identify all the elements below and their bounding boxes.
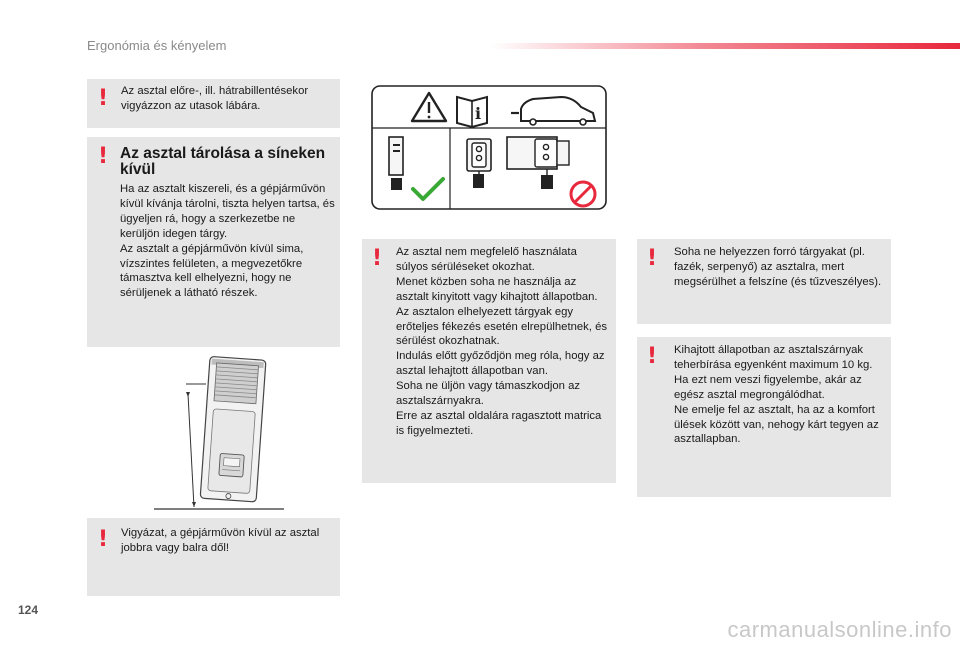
warning-icon: !: [98, 527, 109, 552]
storage-body: Ha az asztalt kiszereli, és a gépjárművön kívül kívánja tárolni, tiszta helyen tartsa, és ügyeljen rá, hogy a szerkezetbe ne kerüljön idegen tárgy. Az asztalt a gépjárművön kívül sima, vízszintes felületen, a megvezetőkre támasztva kell elhelyezni, hogy ne sérüljenek a látható részek.: [120, 183, 335, 300]
table-tilt-figure: [150, 350, 290, 515]
warning-icon: !: [647, 246, 658, 271]
warning-icon: !: [647, 344, 658, 369]
section-title: Ergonómia és kényelem: [87, 38, 227, 53]
warning-icon: !: [98, 86, 109, 111]
warning-text-load: Kihajtott állapotban az asztalszárnyak teherbírása egyenként maximum 10 kg. Ha ezt nem veszi figyelembe, akár az egész asztal megrongálódhat. Ne emelje fel az asztalt, ha az a komfort ülések között van, nehogy kárt tegyen az asztallapban.: [674, 344, 879, 446]
warning-box-load: [637, 337, 891, 497]
warning-text-legs: Az asztal előre-, ill. hátrabillentésekor vigyázzon az utasok lábára.: [121, 85, 309, 112]
storage-box: [87, 137, 340, 347]
warning-box-legs: [87, 79, 340, 128]
header-accent-bar: [490, 43, 960, 49]
svg-text:i: i: [475, 104, 482, 123]
warning-icon: !: [372, 246, 383, 271]
page-number: 124: [18, 603, 39, 617]
warning-icon: !: [98, 144, 109, 169]
warning-text-hot-objects: Soha ne helyezzen forró tárgyakat (pl. fazék, serpenyő) az asztalra, mert megsérülhet a felszíne (és tűzveszélyes).: [674, 246, 882, 288]
sticker-figure: [371, 85, 607, 210]
storage-heading: Az asztal tárolása a síneken kívül: [120, 145, 326, 178]
warning-box-misuse: [362, 239, 616, 483]
warning-box-hot-objects: [637, 239, 891, 324]
warning-box-tilt: [87, 518, 340, 596]
warning-text-misuse: Az asztal nem megfelelő használata súlyos sérüléseket okozhat. Menet közben soha ne használja az asztalt kinyitott vagy kihajtott állapotban. Az asztalon elhelyezett tárgyak egy erőteljes fékezés esetén elrepülhetnek, és sérülést okozhatnak. Indulás előtt győződjön meg róla, hogy az asztal lehajtott állapotban van. Soha ne üljön vagy támaszkodjon az asztalszárnyakra. Erre az asztal oldalára ragasztott matrica is figyelmezteti.: [396, 246, 608, 437]
watermark: carmanualsonline.info: [727, 617, 952, 642]
warning-text-tilt: Vigyázat, a gépjárművön kívül az asztal jobbra vagy balra dől!: [121, 527, 320, 554]
